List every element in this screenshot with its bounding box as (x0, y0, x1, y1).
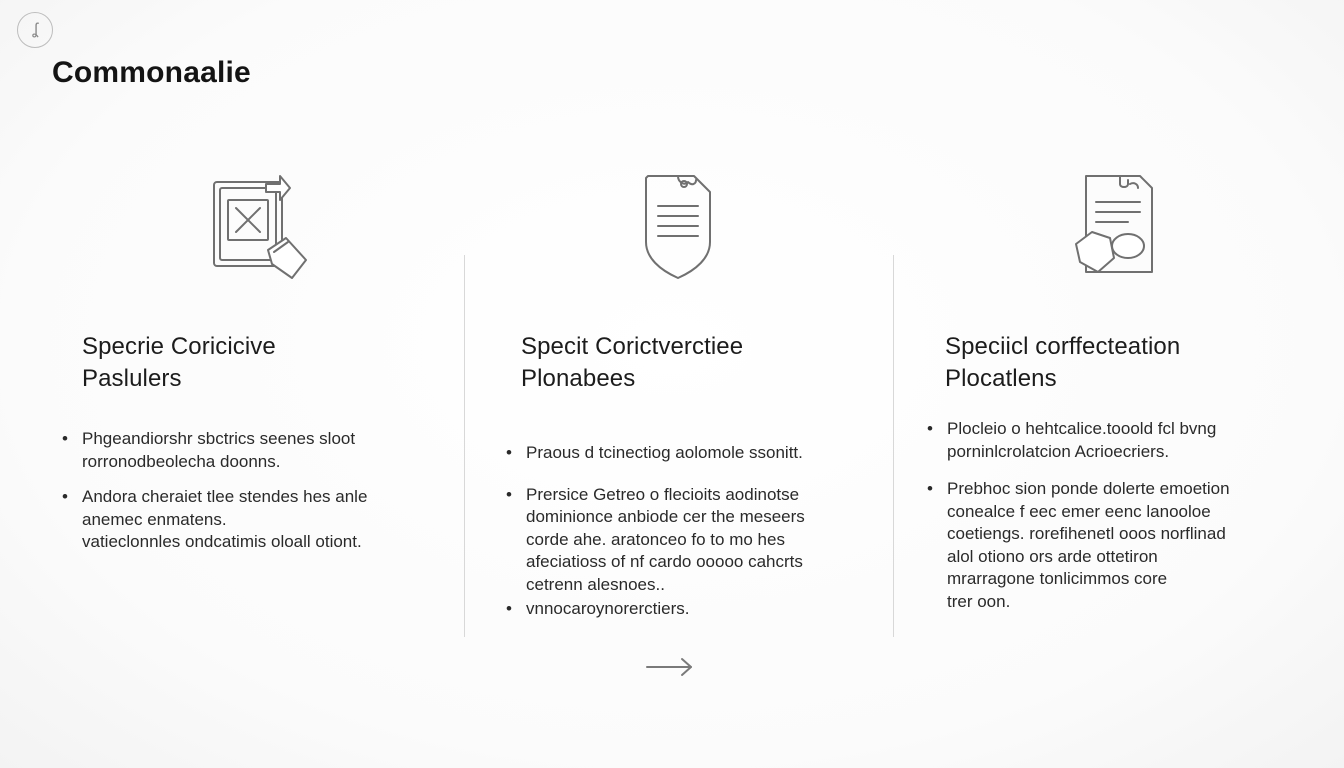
list-item (506, 442, 805, 465)
logo-glyph-icon: ʆ (32, 21, 38, 38)
document-shield-icon (640, 172, 716, 282)
heading-line: Speciicl corffecteation (945, 333, 1181, 360)
column-heading (521, 331, 743, 395)
bullet-line: cetrenn alesnoes.. (526, 574, 665, 594)
bullet-line: vnnocaroynorerctiers. (526, 599, 690, 618)
logo-badge (17, 12, 53, 48)
bullet-line: Praous d tcinectiog aolomole ssonitt. (526, 443, 803, 462)
bullet-line: rorronodbeolecha doonns. (82, 451, 281, 471)
page-title: Commonaalie (52, 56, 251, 89)
list-item (506, 484, 805, 597)
heading-line: Specrie Coricicive (82, 333, 276, 360)
bullet-line: Prebhoc sion ponde dolerte emoetion (947, 479, 1230, 498)
document-chat-icon (1068, 172, 1158, 278)
bullet-list (62, 428, 368, 554)
document-swap-x-icon (208, 172, 312, 282)
bullet-line: vatieclonnles ondcatimis oloall otiont. (82, 532, 362, 551)
column-divider (893, 255, 894, 637)
column-divider (464, 255, 465, 637)
bullet-dot: • (506, 484, 512, 504)
bullet-line: Phgeandiorshr sbctrics seenes sloot (82, 429, 356, 448)
bullet-line: Andora cheraiet tlee stendes hes anle (82, 487, 368, 506)
bullet-line: anemec enmatens. (82, 509, 227, 529)
bullet-dot: • (62, 487, 68, 506)
heading-line: Plonabees (521, 365, 636, 392)
bullet-line: trer oon. (947, 591, 1011, 611)
heading-line: Paslulers (82, 365, 182, 392)
bullet-line: porninlcrolatcion Acrioecriers. (947, 441, 1170, 461)
bullet-dot: • (62, 429, 68, 448)
list-item (927, 478, 1230, 613)
column-heading (945, 331, 1180, 395)
bullet-line: afeciatioss of nf cardo ooooo cahcrts (526, 552, 803, 571)
list-item (62, 486, 368, 554)
bullet-line: Plocleio o hehtcalice.tooold fcl bvng (947, 419, 1217, 438)
bullet-line: Prersice Getreo o flecioits aodinotse (526, 484, 800, 504)
right-arrow-icon[interactable] (645, 656, 695, 683)
list-item (506, 598, 805, 621)
bullet-dot: • (927, 479, 933, 498)
bullet-dot: • (927, 419, 933, 438)
heading-line: Specit Corictverctiee (521, 333, 744, 360)
bullet-line: alol otiono ors arde ottetiron (947, 546, 1158, 566)
bullet-dot: • (506, 599, 512, 618)
bullet-line: corde ahe. aratonceo fo to mo hes (526, 529, 785, 549)
heading-line: Plocatlens (945, 365, 1057, 392)
bullet-line: mrarragone tonlicimmos core (947, 569, 1168, 588)
bullet-line: dominionce anbiode cer the meseers (526, 507, 805, 526)
bullet-list (927, 418, 1230, 613)
bullet-list (506, 442, 805, 621)
column-heading (82, 331, 276, 395)
list-item (927, 418, 1230, 463)
bullet-dot: • (506, 443, 512, 462)
bullet-line: conealce f eec emer eenc lanooloe (947, 501, 1211, 521)
list-item (62, 428, 367, 473)
bullet-line: coetiengs. rorefihenetl ooos norflinad (947, 524, 1226, 543)
